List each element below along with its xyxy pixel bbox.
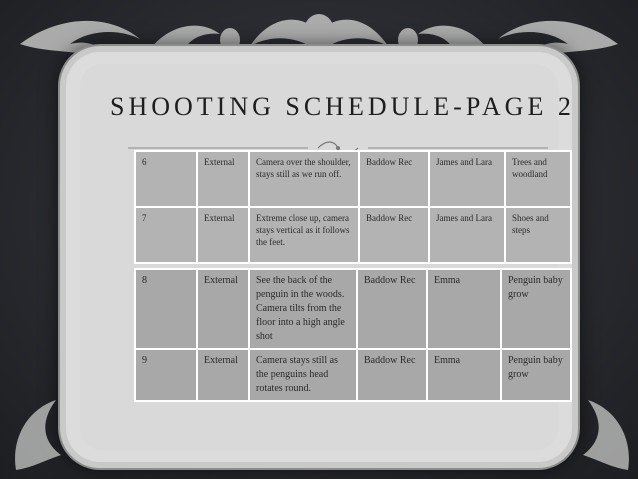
shot-description-cell: Extreme close up, camera stays vertical as it follows the feet. <box>249 207 359 263</box>
table-row <box>135 349 571 401</box>
table-row <box>135 151 571 207</box>
location-cell: Baddow Rec <box>357 269 427 349</box>
shot-number-cell: 9 <box>135 349 197 401</box>
location-type-cell: External <box>197 207 249 263</box>
location-type-cell: External <box>197 151 249 207</box>
bottom-left-corner-ornament <box>6 380 96 479</box>
schedule-table-1 <box>134 150 572 264</box>
props-cell: Penguin baby grow <box>501 349 571 401</box>
table-row <box>135 269 571 349</box>
shot-number-cell: 6 <box>135 151 197 207</box>
schedule-table-2 <box>134 268 572 402</box>
location-cell: Baddow Rec <box>359 151 429 207</box>
location-type-cell: External <box>197 349 249 401</box>
props-cell: Shoes and steps <box>505 207 571 263</box>
props-cell: Penguin baby grow <box>501 269 571 349</box>
location-type-cell: External <box>197 269 249 349</box>
cast-cell: Emma <box>427 269 501 349</box>
shot-description-cell: Camera over the shoulder, stays still as we run off. <box>249 151 359 207</box>
cast-cell: Emma <box>427 349 501 401</box>
shot-number-cell: 8 <box>135 269 197 349</box>
shot-description-cell: See the back of the penguin in the woods. Camera tilts from the floor into a high angle shot <box>249 269 357 349</box>
cast-cell: James and Lara <box>429 207 505 263</box>
location-cell: Baddow Rec <box>357 349 427 401</box>
shot-description-cell: Camera stays still as the penguins head rotates round. <box>249 349 357 401</box>
table-row <box>135 207 571 263</box>
location-cell: Baddow Rec <box>359 207 429 263</box>
shot-number-cell: 7 <box>135 207 197 263</box>
cast-cell: James and Lara <box>429 151 505 207</box>
props-cell: Trees and woodland <box>505 151 571 207</box>
slide-title: SHOOTING SCHEDULE-PAGE 2 <box>110 92 575 121</box>
